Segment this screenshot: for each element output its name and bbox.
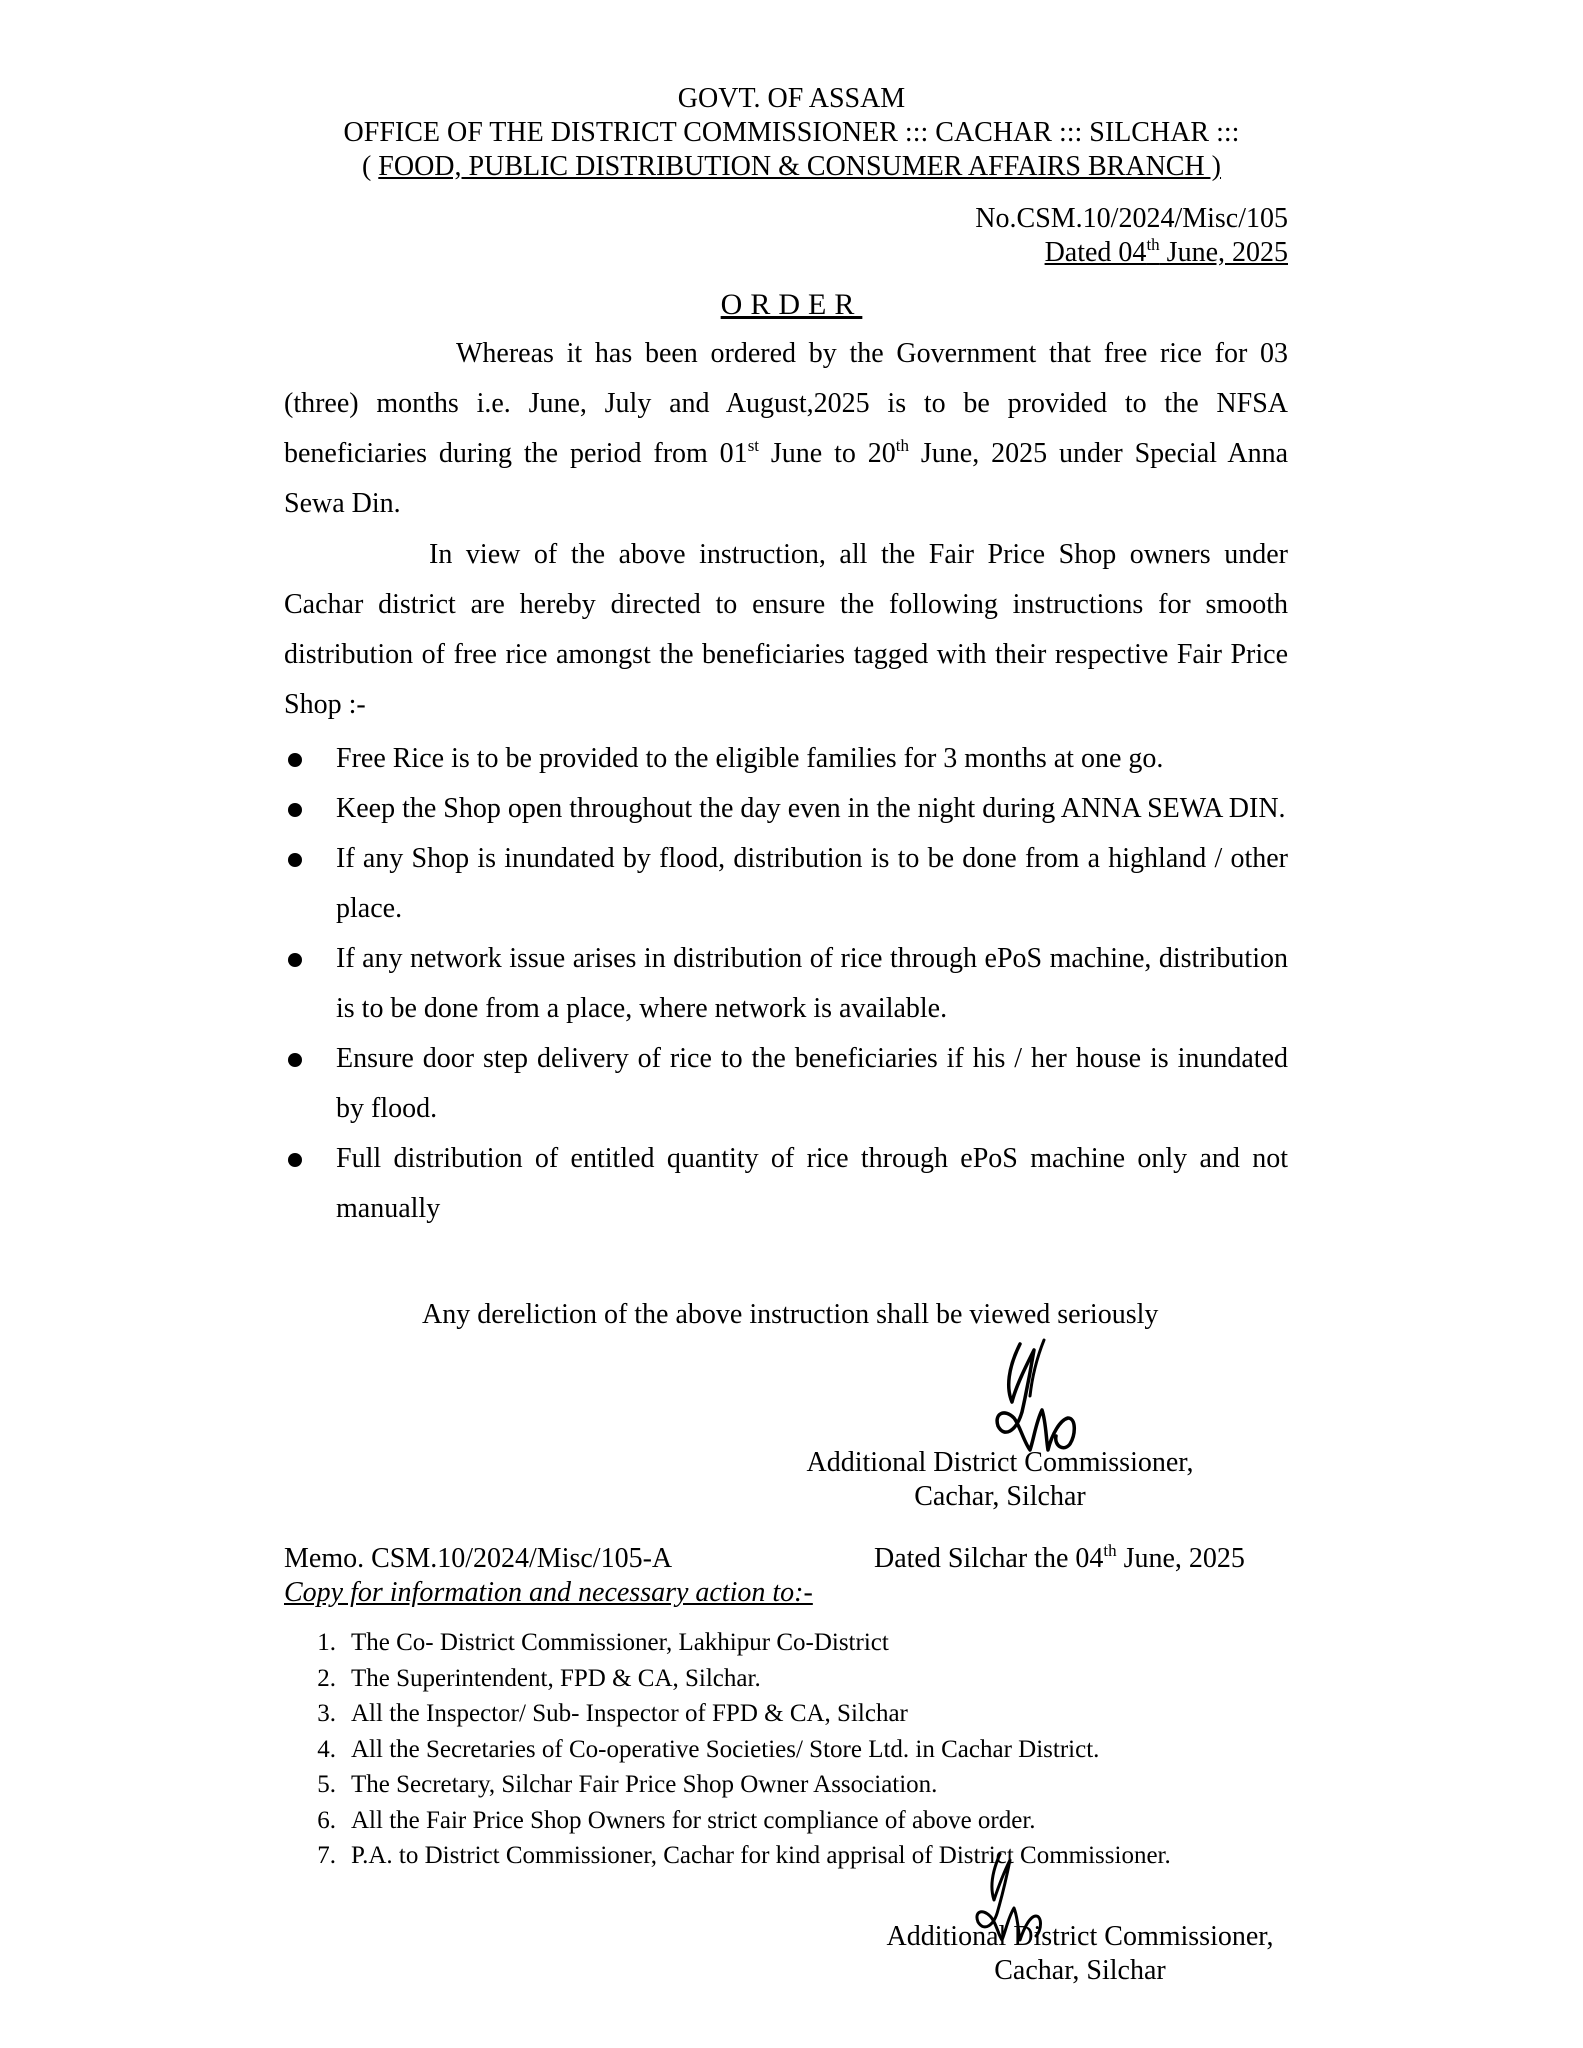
memo-number: Memo. CSM.10/2024/Misc/105-A	[284, 1543, 673, 1574]
bullet-icon	[288, 753, 302, 767]
instruction-item: Free Rice is to be provided to the eligible families for 3 months at one go.	[284, 734, 1288, 784]
bullet-icon	[288, 803, 302, 817]
recipient-list	[284, 1625, 1171, 1874]
closing-statement: Any dereliction of the above instruction shall be viewed seriously	[422, 1299, 1159, 1330]
reference-number: No.CSM.10/2024/Misc/105	[975, 203, 1288, 234]
instruction-list	[284, 734, 1288, 1234]
instruction-item: Keep the Shop open throughout the day even in the night during ANNA SEWA DIN.	[284, 784, 1288, 834]
memo-date: Dated Silchar the 04th June, 2025	[874, 1541, 1245, 1574]
signatory-title: Additional District Commissioner,	[886, 1921, 1274, 1952]
signature-1	[990, 1338, 1090, 1458]
copy-heading: Copy for information and necessary action to:-	[284, 1577, 813, 1608]
recipient-item: 7. P.A. to District Commissioner, Cachar for kind apprisal of District Commissioner.	[317, 1842, 1171, 1869]
bullet-icon	[288, 953, 302, 967]
instruction-item: Full distribution of entitled quantity of rice through ePoS machine only and not manually	[284, 1134, 1288, 1234]
recipient-item: 2. The Superintendent, FPD & CA, Silchar.	[317, 1664, 761, 1692]
header-govt: GOVT. OF ASSAM	[677, 83, 906, 114]
recipient-item: 3. All the Inspector/ Sub- Inspector of FPD & CA, Silchar	[317, 1700, 908, 1727]
bullet-icon	[288, 1153, 302, 1167]
recipient-item: 5. The Secretary, Silchar Fair Price Shop Owner Association.	[317, 1771, 938, 1798]
signatory-block-2	[850, 1920, 1310, 1988]
instruction-item: If any network issue arises in distribution of rice through ePoS machine, distribution is to be done from a place, where network is available.	[284, 934, 1288, 1034]
order-paragraph-2: In view of the above instruction, all the Fair Price Shop owners under Cachar district are hereby directed to ensure the following instructions for smooth distribution of free rice amongst the beneficiaries tagged with their respective Fair Price Shop :-	[284, 539, 1288, 720]
header-office: OFFICE OF THE DISTRICT COMMISSIONER ::: CACHAR ::: SILCHAR :::	[343, 117, 1240, 148]
signatory-block-1	[780, 1446, 1220, 1514]
recipient-item: 1. The Co- District Commissioner, Lakhipur Co-District	[317, 1629, 889, 1656]
instruction-item: Ensure door step delivery of rice to the beneficiaries if his / her house is inundated by flood.	[284, 1034, 1288, 1134]
signatory-place: Cachar, Silchar	[994, 1955, 1166, 1986]
bullet-icon	[288, 853, 302, 867]
recipient-item: 6. All the Fair Price Shop Owners for strict compliance of above order.	[317, 1806, 1036, 1834]
order-paragraph-1: Whereas it has been ordered by the Government that free rice for 03 (three) months i.e. June, July and August,2025 is to be provided to the NFSA beneficiaries during the period from 01st June to 20th June, 2025 under Special Anna Sewa Din.	[284, 338, 1289, 519]
instruction-item: If any Shop is inundated by flood, distribution is to be done from a highland / other place.	[284, 834, 1288, 934]
recipient-item: 4. All the Secretaries of Co-operative Societies/ Store Ltd. in Cachar District.	[317, 1735, 1100, 1763]
bullet-icon	[288, 1053, 302, 1067]
signatory-place: Cachar, Silchar	[914, 1481, 1086, 1512]
reference-date: Dated 04th June, 2025	[1044, 235, 1288, 268]
signatory-title: Additional District Commissioner,	[806, 1447, 1194, 1478]
header-branch: ( FOOD, PUBLIC DISTRIBUTION & CONSUMER AFFAIRS BRANCH )	[361, 151, 1222, 182]
order-title: ORDER	[720, 288, 863, 321]
